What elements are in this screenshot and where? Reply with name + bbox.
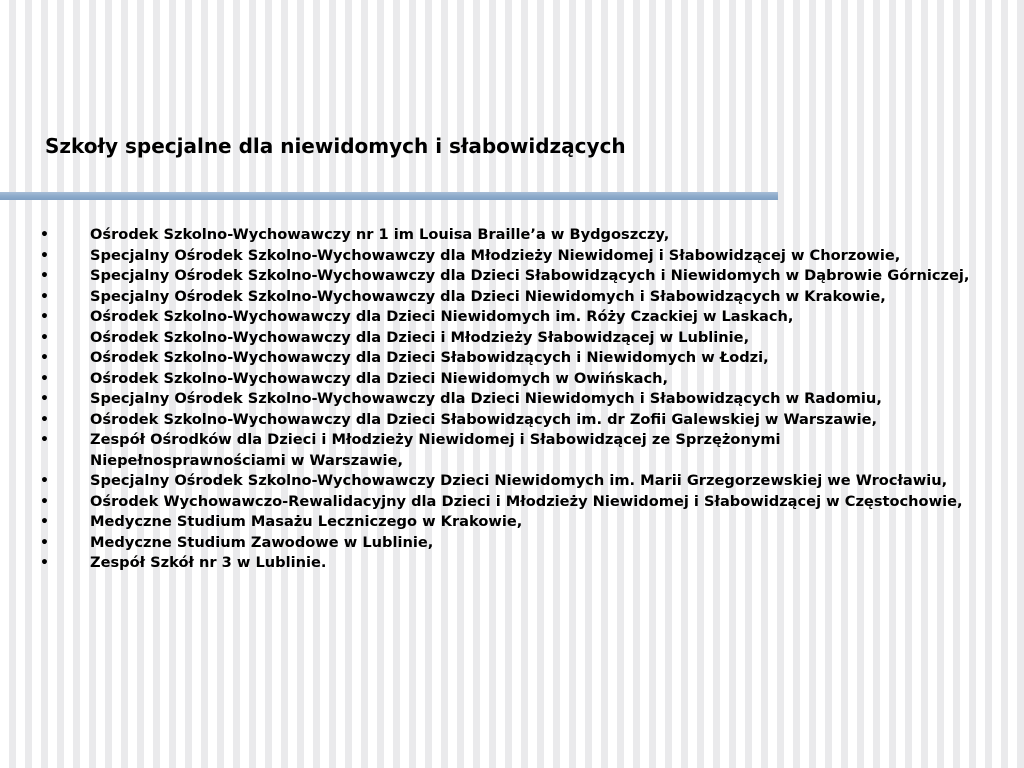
list-item xyxy=(40,287,970,308)
bullet-icon: • xyxy=(40,370,49,387)
title-underline-fill xyxy=(0,192,778,200)
bullet-icon: • xyxy=(40,329,49,346)
list-item xyxy=(40,553,970,574)
list-item-text: Specjalny Ośrodek Szkolno-Wychowawczy Dzieci Niewidomych im. Marii Grzegorzewskiej we Wrocławiu, xyxy=(90,472,948,489)
list-item xyxy=(40,246,970,267)
list-item-text: Ośrodek Szkolno-Wychowawczy dla Dzieci Słabowidzących im. dr Zofii Galewskiej w Warszawie, xyxy=(90,410,878,428)
bullet-icon: • xyxy=(40,227,49,243)
list-item-text: Ośrodek Szkolno-Wychowawczy dla Dzieci i Młodzieży Słabowidzącej w Lublinie, xyxy=(90,328,750,346)
list-item xyxy=(40,348,970,369)
bullet-icon: • xyxy=(40,268,49,284)
bullet-icon: • xyxy=(40,391,49,407)
title-underline-bar xyxy=(0,192,778,200)
list-item-text: Specjalny Ośrodek Szkolno-Wychowawczy dla Dzieci Słabowidzących i Niewidomych w Dąbrowie Górniczej, xyxy=(90,267,970,284)
bullet-icon: • xyxy=(40,309,49,325)
list-item-text: Ośrodek Szkolno-Wychowawczy nr 1 im Louisa Braille’a w Bydgoszczy, xyxy=(90,226,670,243)
list-item xyxy=(40,492,970,513)
bullet-icon: • xyxy=(40,514,49,530)
bullet-icon: • xyxy=(40,350,49,366)
school-list xyxy=(40,225,970,574)
list-item-text: Specjalny Ośrodek Szkolno-Wychowawczy dla Dzieci Niewidomych i Słabowidzących w Radomiu, xyxy=(90,390,882,407)
list-item-text: Ośrodek Wychowawczo-Rewalidacyjny dla Dzieci i Młodzieży Niewidomej i Słabowidzącej w Częstochowie, xyxy=(90,492,963,510)
list-item xyxy=(40,533,970,554)
bullet-icon: • xyxy=(40,473,49,489)
list-item-text: Specjalny Ośrodek Szkolno-Wychowawczy dla Dzieci Niewidomych i Słabowidzących w Krakowie, xyxy=(90,287,886,305)
list-item xyxy=(40,307,970,328)
list-item xyxy=(40,410,970,431)
bullet-icon: • xyxy=(40,432,49,448)
list-item-text: Ośrodek Szkolno-Wychowawczy dla Dzieci Niewidomych im. Róży Czackiej w Laskach, xyxy=(90,308,794,325)
slide-title: Szkoły specjalne dla niewidomych i słabowidzących xyxy=(45,134,626,158)
list-item xyxy=(40,389,970,410)
list-item xyxy=(40,471,970,492)
list-item-text: Ośrodek Szkolno-Wychowawczy dla Dzieci Niewidomych w Owińskach, xyxy=(90,369,669,387)
list-item-text: Specjalny Ośrodek Szkolno-Wychowawczy dla Młodzieży Niewidomej i Słabowidzącej w Chorzowie, xyxy=(90,246,901,264)
list-item-text: Zespół Szkół nr 3 w Lublinie. xyxy=(90,554,327,571)
list-item-text: Zespół Ośrodków dla Dzieci i Młodzieży Niewidomej i Słabowidzącej ze Sprzężonymi Niepełnosprawnościami w Warszawie, xyxy=(90,431,781,469)
bullet-icon: • xyxy=(40,534,49,551)
list-item-text: Medyczne Studium Masażu Leczniczego w Krakowie, xyxy=(90,513,523,530)
list-item xyxy=(40,369,970,390)
bullet-icon: • xyxy=(40,288,49,305)
list-item xyxy=(40,430,970,471)
bullet-icon: • xyxy=(40,493,49,510)
list-item-text: Medyczne Studium Zawodowe w Lublinie, xyxy=(90,533,434,551)
list-item-text: Ośrodek Szkolno-Wychowawczy dla Dzieci Słabowidzących i Niewidomych w Łodzi, xyxy=(90,349,769,366)
bullet-icon: • xyxy=(40,247,49,264)
bullet-icon: • xyxy=(40,555,49,571)
list-item xyxy=(40,328,970,349)
bullet-icon: • xyxy=(40,411,49,428)
list-item xyxy=(40,225,970,246)
list-item xyxy=(40,512,970,533)
list-item xyxy=(40,266,970,287)
